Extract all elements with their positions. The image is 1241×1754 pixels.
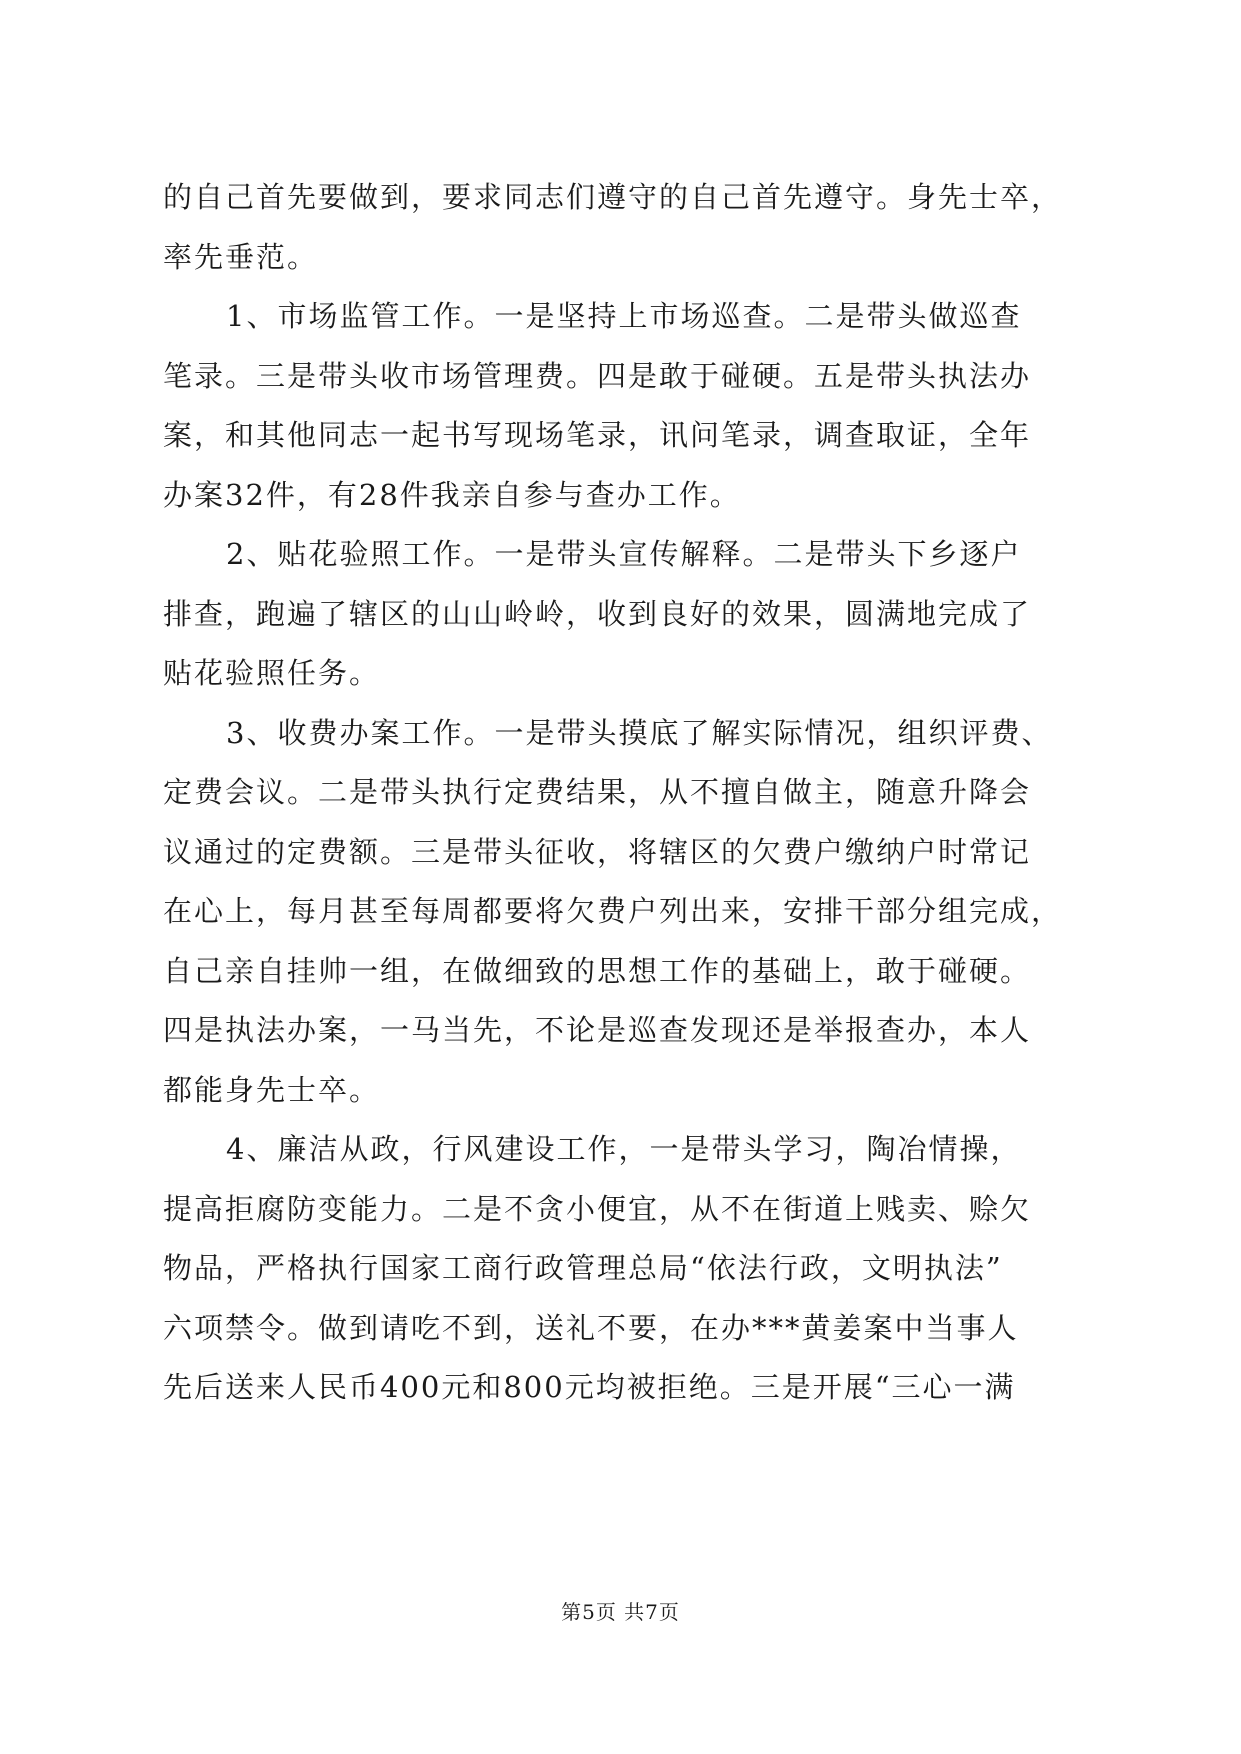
text-line: 议通过的定费额。三是带头征收，将辖区的欠费户缴纳户时常记 xyxy=(163,834,1032,869)
text-line: 都能身先士卒。 xyxy=(163,1072,381,1107)
paragraph-start-line: 1、市场监管工作。一是坚持上市场巡查。二是带头做巡查 xyxy=(226,299,1022,333)
text-line: 提高拒腐防变能力。二是不贪小便宜，从不在街道上贱卖、赊欠 xyxy=(163,1191,1032,1226)
text-line: 先后送来人民币400元和800元均被拒绝。三是开展“三心一满 xyxy=(163,1370,1016,1404)
text-line: 办案32件，有28件我亲自参与查办工作。 xyxy=(163,477,741,512)
paragraph-start-line: 4、廉洁从政，行风建设工作，一是带头学习，陶冶情操， xyxy=(226,1132,1022,1166)
text-line: 在心上，每月甚至每周都要将欠费户列出来，安排干部分组完成， xyxy=(163,894,1063,928)
text-line: 笔录。三是带头收市场管理费。四是敢于碰硬。五是带头执法办 xyxy=(163,358,1032,393)
text-line: 定费会议。二是带头执行定费结果，从不擅自做主，随意升降会 xyxy=(163,775,1032,809)
paragraph-start-line: 3、收费办案工作。一是带头摸底了解实际情况，组织评费、 xyxy=(226,715,1053,750)
text-line: 自己亲自挂帅一组，在做细致的思想工作的基础上，敢于碰硬。 xyxy=(163,953,1032,988)
text-line: 贴花验照任务。 xyxy=(163,656,381,690)
page-footer: 第5页 共7页 xyxy=(561,1600,680,1624)
text-line: 案，和其他同志一起书写现场笔录，讯问笔录，调查取证，全年 xyxy=(163,418,1032,452)
text-line: 率先垂范。 xyxy=(163,239,319,274)
paragraph-start-line: 2、贴花验照工作。一是带头宣传解释。二是带头下乡逐户 xyxy=(226,537,1022,571)
text-line: 排查，跑遍了辖区的山山岭岭，收到良好的效果，圆满地完成了 xyxy=(163,596,1032,631)
document-body xyxy=(163,168,1088,1418)
text-line: 六项禁令。做到请吃不到，送礼不要，在办***黄姜案中当事人 xyxy=(163,1310,1019,1345)
text-line: 四是执法办案，一马当先，不论是巡查发现还是举报查办，本人 xyxy=(163,1013,1032,1047)
text-line: 物品，严格执行国家工商行政管理总局“依法行政，文明执法” xyxy=(163,1251,1003,1285)
text-line: 的自己首先要做到，要求同志们遵守的自己首先遵守。身先士卒， xyxy=(163,180,1063,214)
